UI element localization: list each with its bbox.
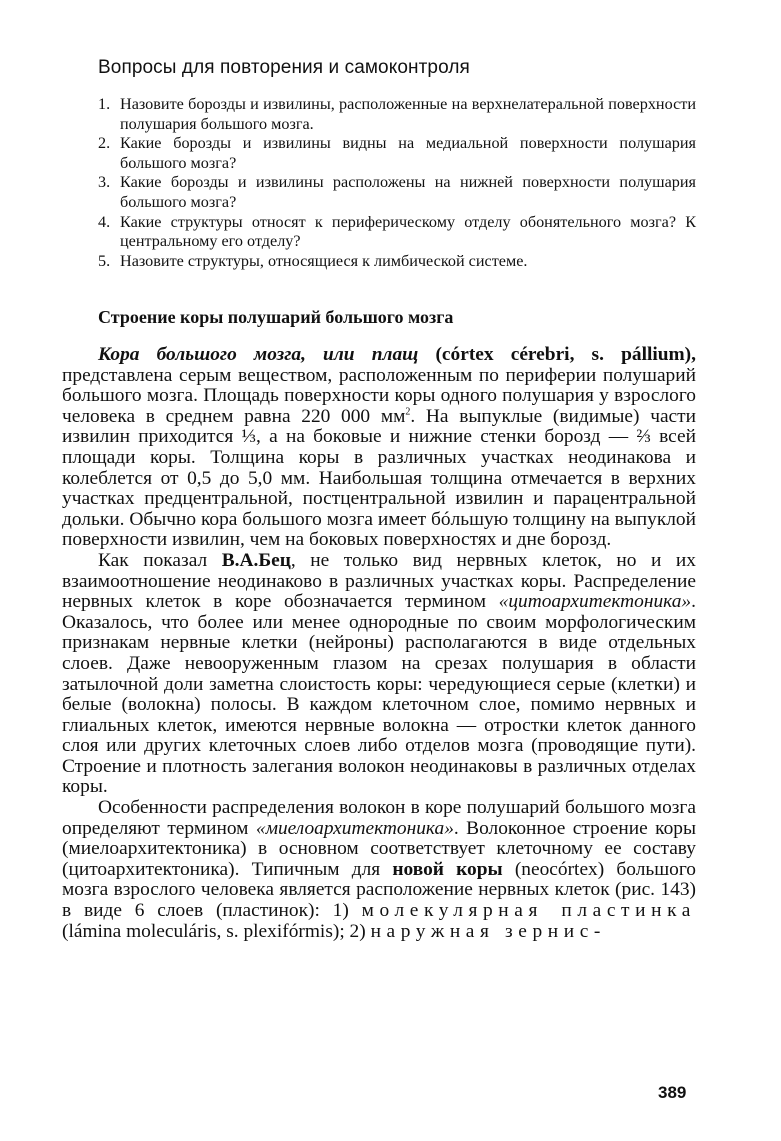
- question-number: 5.: [98, 251, 111, 270]
- questions-heading: Вопросы для повторения и самоконтроля: [98, 57, 470, 78]
- questions-list: [98, 95, 696, 271]
- paragraph-text: (neocórtex) большого мозга взрослого человека является расположение нервных клеток (рис. 143) в виде 6 слоев (пластинок): 1): [62, 858, 696, 922]
- author-name: В.А.Бец: [221, 549, 291, 571]
- question-item: [98, 213, 696, 252]
- paragraph-text: представлена серым веществом, расположенным по периферии полушарий большого мозга. Площадь поверхности коры одного полушария у взрослого человека в среднем равна 220 000 мм: [62, 364, 696, 427]
- question-text: Какие борозды и извилины видны на медиальной поверхности полушария большого мозга?: [120, 134, 696, 172]
- layer-name: наружная зернис-: [370, 920, 606, 942]
- paragraph-text: , не только вид нервных клеток, но и их взаимоотношение неодинаково в различных участках коры. Распределение нервных клеток в коре обозначается термином: [62, 549, 696, 613]
- page-number: 389: [658, 1083, 687, 1102]
- section-heading: Строение коры полушарий большого мозга: [98, 307, 454, 327]
- paragraph-cytoarchitectonics: [62, 551, 696, 798]
- term-myeloarchitectonics: «миелоархитектоника»: [255, 817, 454, 839]
- question-number: 4.: [98, 212, 111, 231]
- paragraph-text: Как показал: [98, 549, 222, 571]
- term-cortex: Кора большого мозга, или плащ: [98, 344, 419, 365]
- question-number: 1.: [98, 95, 111, 113]
- paragraph-cortex: [62, 345, 696, 551]
- term-cytoarchitectonics: «цитоархитектоника»: [498, 591, 692, 613]
- question-item: [98, 173, 696, 212]
- paragraph-text: . Оказалось, что более или менее однородные по своим морфологическим признакам нервные клетки (нейроны) располагаются в виде отдельных слоев. Даже невооруженным глазом на срезах полушария в области затылочной доли заметна слоистость коры: чередующиеся серые (клетки) и белые (волокна) полосы. В каждом клеточном слое, помимо нервных и глиальных клеток, имеются нервные волокна — отростки клеток данного слоя или других клеточных слоев либо отделов мозга (проводящие пути). Строение и плотность залегания волокон неодинаковы в различных отделах коры.: [62, 591, 696, 798]
- question-item: [98, 252, 696, 272]
- latin-term: (córtex cérebri, s. pállium),: [435, 344, 696, 365]
- layer-name: молекулярная пластинка: [361, 900, 696, 922]
- question-text: Какие борозды и извилины расположены на нижней поверхности полушария большого мозга?: [120, 173, 696, 211]
- paragraph-text: . На выпуклые (видимые) части извилин приходится ⅓, а на боковые и нижние стенки борозд — ⅔ всей площади коры. Толщина коры в различных участках неодинакова и колеблется от 0,5 до 5,0 мм. Наибольшая толщина отмечается в верхних участках предцентральной, постцентральной извилин и парацентральной дольки. Обычно кора большого мозга имеет бóльшую толщину на выпуклой поверхности извилин, чем на боковых поверхностях и дне борозд.: [62, 405, 697, 551]
- term-neocortex: новой коры: [392, 858, 503, 880]
- paragraph-myeloarchitectonics: [62, 798, 696, 942]
- superscript: 2: [405, 406, 411, 418]
- question-number: 3.: [98, 173, 111, 192]
- body-text: [62, 345, 696, 942]
- question-text: Какие структуры относят к периферическому отделу обонятельного мозга? К центральному его отделу?: [120, 212, 696, 251]
- paragraph-text: Особенности распределения волокон в коре полушарий большого мозга определяют термином: [62, 797, 696, 839]
- question-text: Назовите борозды и извилины, расположенные на верхнелатеральной поверхности полушария большого мозга.: [120, 95, 696, 133]
- question-text: Назовите структуры, относящиеся к лимбической системе.: [120, 251, 528, 270]
- paragraph-text: . Волоконное строение коры (миелоархитектоника) в основном соответствует клеточному ее составу (цитоархитектоника). Типичным для: [62, 817, 696, 880]
- question-number: 2.: [98, 134, 111, 153]
- paragraph-text: (lámina moleculáris, s. plexifórmis); 2): [62, 920, 371, 942]
- question-item: [98, 95, 696, 134]
- question-item: [98, 134, 696, 173]
